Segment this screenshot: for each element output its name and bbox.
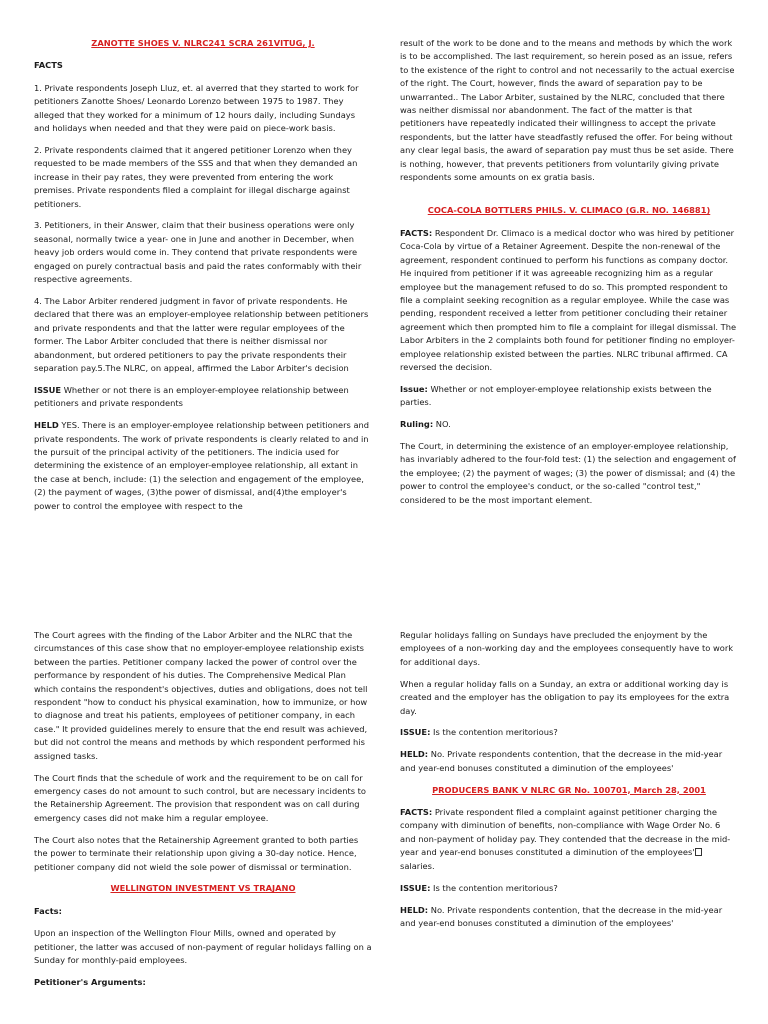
issue-label: ISSUE: bbox=[400, 882, 431, 893]
paragraph: When a regular holiday falls on a Sunday, an extra or additional working day is created and the employer has the obligation to pay its employees for the extra day. bbox=[400, 678, 730, 716]
held-text: YES. There is an employer-employee relationship between petitioners and private respondents. The work of private respondents is clearly related to and in the pursuit of the principal activity of the petitioners. The indicia used for determining the existence of an employer-employee relationship, all extant in the case at bench, include: (1) the selection and engagement of the employee, (2) the payment of wages, (3)the power of dismissal, and(4)the employer's power to control the employee with respect to the bbox=[34, 420, 370, 511]
issue-paragraph bbox=[400, 726, 738, 739]
page2-right-column bbox=[400, 629, 738, 939]
case-title-wellington: WELLINGTON INVESTMENT VS TRAJANO bbox=[110, 883, 296, 894]
issue-paragraph bbox=[34, 384, 372, 411]
paragraph: 1. Private respondents Joseph Lluz, et. al averred that they started to work for petitioners Zanotte Shoes/ Leonardo Lorenzo between 1975 to 1987. They alleged that they worked for a minimum of 12 hours daily, including Sundays and holidays when needed and that they were paid on piece-work basis. bbox=[34, 82, 359, 134]
held-text: No. Private respondents contention, that the decrease in the mid-year and year-end bonuses constituted a diminution of the employees' bbox=[400, 904, 723, 928]
paragraph: The Court, in determining the existence of an employer-employee relationship, has invariably adhered to the four-fold test: (1) the selection and engagement of the employee; (2) the payment of wages; (3) the power of dismissal; and (4) the power to control the employee's conduct, or the so-called "control test," considered to be the most important element. bbox=[400, 441, 736, 505]
ruling-text: NO. bbox=[433, 419, 451, 430]
paragraph: Regular holidays falling on Sundays have precluded the enjoyment by the employees of a non-working day and the employees consequently have to work for additional days. bbox=[400, 630, 734, 667]
issue-paragraph bbox=[400, 882, 738, 895]
paragraph: The Court also notes that the Retainership Agreement granted to both parties the power to terminate their relationship upon giving a 30-day notice. Hence, petitioner company did not wield the sole power of dismissal or termination. bbox=[34, 834, 359, 872]
paragraph: The Court finds that the schedule of work and the requirement to be on call for emergency cases do not amount to such control, but are necessary incidents to the Retainership Agreement. The provision that respondent was on call during emergency cases did not make him a regular employee. bbox=[34, 772, 367, 823]
facts-tail: salaries. bbox=[400, 860, 435, 871]
issue-text: Is the contention meritorious? bbox=[430, 882, 558, 893]
held-label: HELD: bbox=[400, 904, 429, 915]
paragraph: 2. Private respondents claimed that it angered petitioner Lorenzo when they requested to be made members of the SSS and that when they demanded an increase in their pay rates, they were prevented from entering the work premises. Private respondents filed a complaint for illegal discharge against petitioners. bbox=[34, 144, 358, 209]
paragraph: Upon an inspection of the Wellington Flour Mills, owned and operated by petitioner, the latter was accused of non-payment of regular holidays falling on a Sunday for monthly-paid employees. bbox=[34, 928, 372, 966]
case-title-producers-bank: PRODUCERS BANK V NLRC GR No. 100701, March 28, 2001 bbox=[432, 784, 706, 795]
held-label: HELD bbox=[34, 420, 59, 431]
issue-text: Whether or not employer-employee relationship exists between the parties. bbox=[400, 383, 712, 408]
facts-label: FACTS: bbox=[400, 807, 433, 818]
held-label: HELD: bbox=[400, 749, 429, 760]
facts-paragraph bbox=[400, 806, 738, 873]
issue-text: Whether or not there is an employer-employee relationship between petitioners and private respondents bbox=[34, 384, 349, 409]
facts-heading: Facts: bbox=[34, 905, 62, 916]
held-paragraph bbox=[400, 904, 738, 931]
facts-heading: FACTS bbox=[34, 60, 63, 71]
facts-text: Private respondent filed a complaint against petitioner charging the company with diminution of benefits, non-compliance with Wage Order No. 6 and non-payment of holiday pay. They contended that the decrease in the mid-year and year-end bonuses constituted a diminution of the employees' bbox=[400, 807, 731, 858]
issue-label: ISSUE bbox=[34, 384, 62, 395]
facts-text: Respondent Dr. Climaco is a medical doctor who was hired by petitioner Coca-Cola by virtue of a Retainer Agreement. Despite the non-renewal of the agreement, respondent continued to perform his functions as company doctor. He inquired from petitioner if it was agreeable recognizing him as a regular employee but the management refused to do so. This prompted respondent to file a complaint seeking recognition as a regular employee. While the case was pending, respondent received a letter from petitioner concluding their retainer agreement which then prompted him to file a complaint for illegal dismissal. The Labor Arbiters in the 2 complaints both found for petitioner finding no employer-employee relationship existed between the parties. NLRC tribunal affirmed. CA reversed the decision. bbox=[400, 227, 737, 372]
held-text: No. Private respondents contention, that the decrease in the mid-year and year-end bonuses constituted a diminution of the employees' bbox=[400, 749, 723, 773]
page1-right-column bbox=[400, 37, 738, 516]
issue-label: Issue: bbox=[400, 383, 428, 394]
issue-label: ISSUE: bbox=[400, 727, 431, 738]
case-title-zanotte: ZANOTTE SHOES V. NLRC241 SCRA 261VITUG, J. bbox=[91, 38, 315, 48]
held-paragraph bbox=[400, 748, 738, 775]
ruling-label: Ruling: bbox=[400, 419, 434, 430]
facts-paragraph bbox=[400, 227, 738, 374]
ruling-paragraph bbox=[400, 418, 738, 431]
facts-label: FACTS: bbox=[400, 227, 433, 238]
held-paragraph bbox=[34, 419, 372, 513]
paragraph: 3. Petitioners, in their Answer, claim that their business operations were only seasonal, normally twice a year- one in June and another in December, when heavy job orders would come in. They contend that private respondents were engaged on purely contractual basis and paid the rates conformably with their respective agreements. bbox=[34, 220, 362, 285]
paragraph: The Court agrees with the finding of the Labor Arbiter and the NLRC that the circumstances of this case show that no employer-employee relationship exists between the parties. Petitioner company lacked the power of control over the performance by respondent of his duties. The Comprehensive Medical Plan which contains the respondent's objectives, duties and obligations, does not tell respondent "how to conduct his physical examination, how to immunize, or how to diagnose and treat his patients, employees of petitioner company, in each case." It provided guidelines merely to ensure that the end result was achieved, but did not control the means and methods by which respondent performed his assigned tasks. bbox=[34, 630, 368, 761]
page1-left-column bbox=[34, 37, 372, 522]
page2-left-column bbox=[34, 629, 372, 998]
arguments-heading: Petitioner's Arguments: bbox=[34, 976, 146, 987]
issue-paragraph bbox=[400, 383, 738, 410]
paragraph: 4. The Labor Arbiter rendered judgment in favor of private respondents. He declared that there was an employer-employee relationship between petitioners and private respondents and that the latter were regular employees of the former. The Labor Arbiter concluded that there is neither dismissal nor abandonment, but ordered petitioners to pay the private respondents their separation pay.5.The NLRC, on appeal, affirmed the Labor Arbiter's decision bbox=[34, 296, 369, 374]
case-title-coca-cola: COCA-COLA BOTTLERS PHILS. V. CLIMACO (G.R. NO. 146881) bbox=[427, 205, 711, 216]
issue-text: Is the contention meritorious? bbox=[430, 727, 558, 738]
missing-glyph-box bbox=[695, 848, 702, 856]
paragraph: result of the work to be done and to the means and methods by which the work is to be accomplished. The last requirement, so herein posed as an issue, refers to the existence of the right to control and not necessarily to the actual exercise of the right. The Court, however, finds the award of separation pay to be unwarranted.. The Labor Arbiter, sustained by the NLRC, concluded that there was neither dismissal nor abandonment. The fact of the matter is that petitioners have repeatedly indicated their willingness to accept the private respondents, but the latter have steadfastly refused the offer. For being without any clear legal basis, the award of separation pay must thus be set aside. There is nothing, however, that prevents petitioners from voluntarily giving private respondents some amounts on ex gratia basis. bbox=[400, 38, 735, 183]
